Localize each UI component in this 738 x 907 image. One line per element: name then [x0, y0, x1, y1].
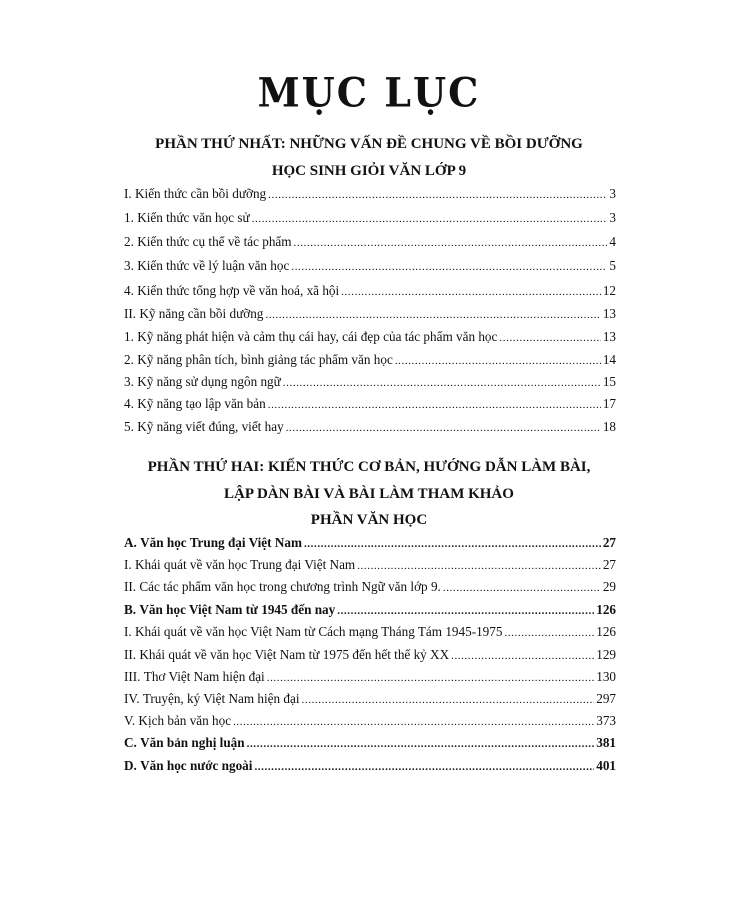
toc-part2 [124, 530, 616, 780]
toc-entry-title: Kiến thức cụ thể về tác phẩm [137, 234, 292, 249]
toc-entry-number: 4. [124, 283, 134, 298]
toc-entry-page-number: 27 [602, 535, 616, 550]
toc-entry-title: Truyện, ký Việt Nam hiện đại [142, 691, 300, 706]
toc-entry-number: II. [124, 306, 137, 321]
toc-entry [124, 369, 616, 391]
toc-dot-leader [395, 354, 601, 369]
toc-entry-page-number: 13 [602, 306, 616, 321]
toc-dot-leader [304, 537, 601, 552]
toc-dot-leader [265, 308, 600, 323]
toc-dot-leader [286, 421, 601, 436]
toc-dot-leader [451, 649, 594, 664]
toc-entry-number: 5. [124, 419, 134, 434]
toc-dot-leader [268, 398, 601, 413]
toc-entry-number: II. [124, 579, 137, 594]
toc-entry-number: 3. [124, 258, 134, 273]
toc-entry [124, 278, 616, 300]
toc-entry-title: Kỹ năng tạo lập văn bản [137, 396, 266, 411]
toc-entry-number: V. [124, 713, 136, 728]
toc-entry [124, 753, 616, 775]
page-title: MỤC LỤC [257, 68, 481, 117]
toc-dot-leader [268, 188, 607, 203]
toc-entry-page-number: 297 [596, 691, 616, 706]
toc-entry-title: Văn học Trung đại Việt Nam [140, 535, 302, 550]
toc-entry-number: 1. [124, 210, 134, 225]
toc-entry [124, 664, 616, 686]
toc-entry-title: Kỹ năng cần bồi dưỡng [139, 306, 264, 321]
toc-entry-title: Các tác phẩm văn học trong chương trình Ngữ văn lớp 9. [139, 579, 441, 594]
toc-entry-title: Kiến thức cần bồi dưỡng [135, 186, 267, 201]
toc-entry-number: I. [124, 557, 132, 572]
toc-entry-page-number: 29 [602, 579, 616, 594]
toc-entry [124, 574, 616, 596]
toc-entry-title: Văn bản nghị luận [140, 735, 245, 750]
toc-dot-leader [337, 604, 594, 619]
toc-entry [124, 347, 616, 369]
toc-entry-title: Kiến thức tổng hợp về văn hoá, xã hội [137, 283, 340, 298]
toc-entry [124, 708, 616, 730]
toc-dot-leader [294, 236, 608, 251]
toc-entry [124, 229, 616, 251]
toc-entry-page-number: 381 [596, 735, 616, 750]
toc-entry-page-number: 12 [602, 283, 616, 298]
toc-entry-number: I. [124, 186, 132, 201]
toc-dot-leader [291, 260, 607, 275]
toc-entry-page-number: 126 [596, 602, 616, 617]
toc-dot-leader [443, 581, 601, 596]
toc-entry-page-number: 3 [609, 186, 616, 201]
toc-dot-leader [341, 285, 601, 300]
part2-heading-line3: PHẦN VĂN HỌC [310, 512, 428, 528]
toc-entry-page-number: 5 [609, 258, 616, 273]
part2-heading-line2: LẬP DÀN BÀI VÀ BÀI LÀM THAM KHẢO [224, 486, 514, 502]
toc-entry-page-number: 14 [602, 352, 616, 367]
toc-entry-title: Kỹ năng viết đúng, viết hay [137, 419, 284, 434]
toc-dot-leader [357, 559, 601, 574]
toc-entry-title: Kịch bản văn học [138, 713, 232, 728]
toc-entry [124, 301, 616, 323]
toc-entry-number: B. [124, 602, 137, 617]
toc-entry-number: A. [124, 535, 137, 550]
toc-entry [124, 686, 616, 708]
toc-entry-page-number: 13 [602, 329, 616, 344]
toc-entry-title: Khái quát về văn học Trung đại Việt Nam [135, 557, 356, 572]
toc-entry [124, 205, 616, 227]
toc-entry-number: III. [124, 669, 141, 684]
toc-dot-leader [283, 376, 601, 391]
toc-entry-number: D. [124, 758, 137, 773]
toc-entry-title: Khái quát về văn học Việt Nam từ Cách mạng Tháng Tám 1945-1975 [135, 624, 503, 639]
toc-entry-page-number: 129 [596, 647, 616, 662]
toc-entry [124, 391, 616, 413]
toc-entry-number: I. [124, 624, 132, 639]
toc-entry-number: IV. [124, 691, 140, 706]
toc-entry-page-number: 373 [596, 713, 616, 728]
toc-entry [124, 642, 616, 664]
toc-entry-page-number: 18 [602, 419, 616, 434]
toc-entry [124, 181, 616, 203]
toc-entry [124, 414, 616, 436]
toc-entry-number: 4. [124, 396, 134, 411]
toc-entry-page-number: 27 [602, 557, 616, 572]
toc-entry [124, 552, 616, 574]
toc-entry-title: Khái quát về văn học Việt Nam từ 1975 đến hết thế kỷ XX [139, 647, 450, 662]
toc-entry-title: Văn học Việt Nam từ 1945 đến nay [139, 602, 336, 617]
toc-entry-title: Thơ Việt Nam hiện đại [143, 669, 265, 684]
toc-entry-title: Kỹ năng sử dụng ngôn ngữ [137, 374, 281, 389]
toc-entry-title: Kiến thức văn học sử [137, 210, 250, 225]
toc-entry-title: Kiến thức về lý luận văn học [137, 258, 290, 273]
toc-part1 [124, 181, 616, 434]
toc-entry-number: 1. [124, 329, 134, 344]
toc-dot-leader [499, 331, 600, 346]
toc-entry-number: 2. [124, 234, 134, 249]
toc-entry-number: C. [124, 735, 137, 750]
part1-heading-line2: HỌC SINH GIỎI VĂN LỚP 9 [271, 163, 467, 179]
toc-entry [124, 324, 616, 346]
toc-entry-page-number: 4 [609, 234, 616, 249]
part2-heading-line1: PHẦN THỨ HAI: KIẾN THỨC CƠ BẢN, HƯỚNG DẪN LÀM BÀI, [147, 459, 591, 475]
toc-entry-title: Văn học nước ngoài [140, 758, 253, 773]
toc-entry-number: 3. [124, 374, 134, 389]
toc-entry-page-number: 3 [609, 210, 616, 225]
toc-dot-leader [267, 671, 595, 686]
part1-heading-line1: PHẦN THỨ NHẤT: NHỮNG VẤN ĐỀ CHUNG VỀ BỒI DƯỠNG [155, 136, 583, 152]
toc-entry-title: Kỹ năng phân tích, bình giảng tác phẩm văn học [137, 352, 393, 367]
toc-entry [124, 619, 616, 641]
toc-dot-leader [254, 760, 594, 775]
toc-dot-leader [247, 737, 595, 752]
toc-entry [124, 530, 616, 552]
toc-entry [124, 730, 616, 752]
toc-entry-number: 2. [124, 352, 134, 367]
toc-entry-page-number: 130 [596, 669, 616, 684]
toc-dot-leader [252, 212, 608, 227]
toc-entry-number: II. [124, 647, 137, 662]
toc-dot-leader [233, 715, 594, 730]
toc-entry-title: Kỹ năng phát hiện và cảm thụ cái hay, cái đẹp của tác phẩm văn học [137, 329, 498, 344]
toc-entry-page-number: 15 [602, 374, 616, 389]
toc-entry [124, 253, 616, 275]
toc-entry-page-number: 401 [596, 758, 616, 773]
toc-dot-leader [302, 693, 595, 708]
toc-dot-leader [504, 626, 594, 641]
toc-entry [124, 597, 616, 619]
toc-entry-page-number: 17 [602, 396, 616, 411]
toc-entry-page-number: 126 [596, 624, 616, 639]
